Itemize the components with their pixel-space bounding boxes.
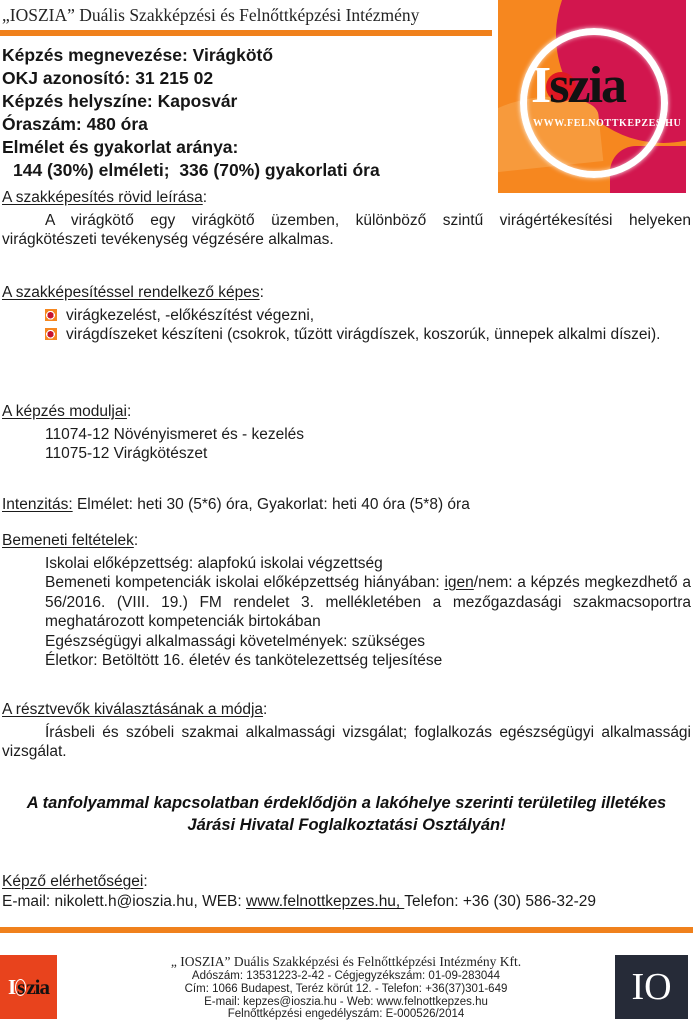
course-location-line: Képzés helyszíne: Kaposvár	[2, 91, 238, 111]
footer-ioszia-logo: I s zia	[0, 955, 57, 1019]
section-intensity	[2, 495, 691, 515]
course-name-line: Képzés megnevezése: Virágkötő	[2, 45, 274, 65]
entry-competence-paragraph: Bemeneti kompetenciák iskolai előképzettség hiányában: igen/nem: a képzés megkezdhető a 56/2016. (VIII. 19.) FM rendelet 3. mellékletében a mezőgazdasági szakmacsoportra meghatározott kompetenciák birtokában	[45, 574, 691, 630]
intensity-text: Elmélet: heti 30 (5*6) óra, Gyakorlat: heti 40 óra (5*8) óra	[72, 496, 470, 513]
entry-age-line: Életkor: Betöltött 16. életév és tankötelezettség teljesítése	[45, 652, 443, 669]
section-heading-modules: A képzés moduljai:	[2, 403, 132, 420]
footer-email-web-line: E-mail: kepzes@ioszia.hu - Web: www.felnottkepzes.hu	[204, 995, 488, 1008]
info-notice-text: A tanfolyammal kapcsolatban érdeklődjön a lakóhelye szerinti területileg illetékes Járási Hivatal Foglalkoztatási Osztályán!	[26, 794, 667, 834]
list-item	[45, 306, 691, 326]
logo-website-text: WWW.FELNOTTKEPZES.HU	[533, 118, 682, 129]
logo-letters-szia: szia	[549, 57, 626, 114]
contact-line	[2, 892, 691, 912]
section-heading-entry-requirements: Bemeneti feltételek:	[2, 532, 139, 549]
section-heading-capabilities: A szakképesítéssel rendelkező képes:	[2, 284, 264, 301]
section-entry-requirements	[2, 531, 691, 671]
ioszia-square-bullet-icon	[45, 309, 57, 321]
section-modules	[2, 402, 691, 464]
logo-letter-i: I	[531, 57, 550, 114]
module-item: 11074-12 Növényismeret és - kezelés	[45, 425, 305, 443]
section-capabilities	[2, 283, 691, 345]
document-header-title: „IOSZIA” Duális Szakképzési és Felnőttképzési Intézmény	[2, 5, 420, 25]
footer-company-name: „ IOSZIA” Duális Szakképzési és Felnőttképzési Intézmény Kft.	[170, 954, 522, 969]
ioszia-square-bullet-icon	[45, 328, 57, 340]
course-okj-line: OKJ azonosító: 31 215 02	[2, 68, 214, 88]
contact-website-link[interactable]: www.felnottkepzes.hu,	[246, 892, 405, 910]
ioszia-logo	[498, 0, 686, 193]
contact-phone-text: Telefon: +36 (30) 586-32-29	[404, 892, 596, 910]
list-item	[45, 325, 691, 345]
selection-method-text: Írásbeli és szóbeli szakmai alkalmassági vizsgálat; foglalkozás egészségügyi alkalmassági vizsgálat.	[2, 723, 691, 760]
footer-io-logo: IO	[615, 955, 688, 1019]
section-heading-contact: Képző elérhetőségei:	[2, 873, 148, 890]
section-selection-method	[2, 700, 691, 762]
intensity-label: Intenzitás:	[2, 496, 73, 513]
footer-company-info	[68, 953, 624, 1021]
module-item: 11075-12 Virágkötészet	[45, 445, 208, 462]
course-ratio-value: 144 (30%) elméleti; 336 (70%) gyakorlati óra	[13, 160, 380, 180]
list-item-text: virágkezelést, -előkészítést végezni,	[66, 306, 315, 324]
section-heading-short-description: A szakképesítés rövid leírása:	[2, 189, 208, 206]
list-item-text: virágdíszeket készíteni (csokrok, tűzött virágdíszek, koszorúk, ünnepek alkalmi díszei).	[66, 326, 661, 343]
header-divider-rule	[0, 30, 492, 36]
footer-license-line: Felnőttképzési engedélyszám: E-000526/2014	[227, 1008, 465, 1021]
entry-school-line: Iskolai előképzettség: alapfokú iskolai végzettség	[45, 554, 383, 572]
section-heading-selection-method: A résztvevők kiválasztásának a módja:	[2, 701, 268, 718]
footer-tax-line: Adószám: 13531223-2-42 - Cégjegyzékszám: 01-09-283044	[191, 970, 501, 982]
entry-yes-underlined: igen	[444, 574, 474, 591]
section-contact	[2, 872, 691, 911]
entry-health-line: Egészségügyi alkalmassági követelmények: szükséges	[45, 632, 425, 650]
course-hours-line: Óraszám: 480 óra	[2, 114, 148, 134]
contact-email-text: E-mail: nikolett.h@ioszia.hu, WEB:	[2, 892, 247, 910]
logo-wordmark	[531, 58, 625, 114]
course-info-block	[2, 44, 492, 182]
footer-divider-rule	[0, 927, 693, 933]
footer-address-line: Cím: 1066 Budapest, Teréz körút 12. - Telefon: +36(37)301-649	[184, 982, 508, 995]
course-ratio-label: Elmélet és gyakorlat aránya:	[2, 137, 239, 157]
section-short-description	[2, 188, 691, 250]
short-description-text: A virágkötő egy virágkötő üzemben, különböző szintű virágértékesítési helyeken virágkötészeti tevékenység végzésére alkalmas.	[2, 211, 691, 248]
